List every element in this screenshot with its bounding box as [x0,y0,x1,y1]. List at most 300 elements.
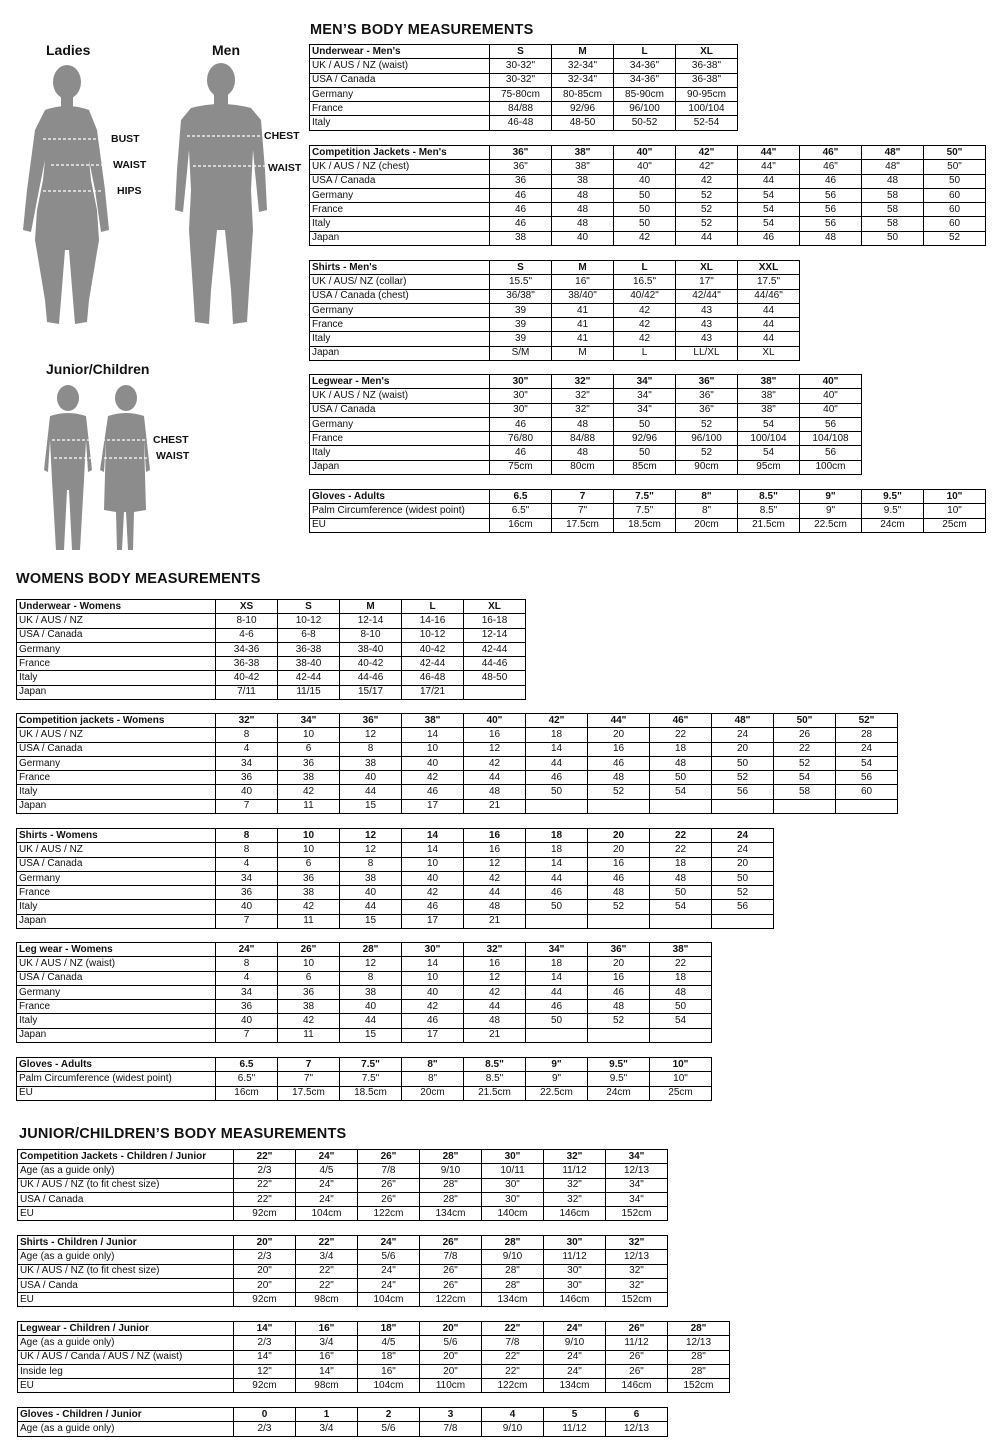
size-cell: 40" [800,403,862,417]
size-cell: 50 [650,1000,712,1014]
size-cell: 8 [216,957,278,971]
table-row [17,1028,712,1042]
table-row [17,1000,712,1014]
size-cell: 17 [402,799,464,813]
table-title-cell: Competition Jackets - Children / Junior [18,1150,234,1164]
size-cell: 92/96 [552,102,614,116]
size-cell: 92/96 [614,432,676,446]
row-label-cell: UK / AUS / NZ (waist) [17,957,216,971]
size-cell: 8-10 [340,628,402,642]
row-label-cell: Age (as a guide only) [18,1422,234,1436]
size-cell: 7" [278,1072,340,1086]
row-label-cell: Japan [17,914,216,928]
size-cell: 32" [544,1178,606,1192]
size-cell: 44 [464,1000,526,1014]
size-cell: 42 [614,303,676,317]
size-cell: 56 [800,417,862,431]
size-cell: 40 [402,756,464,770]
size-cell: 18 [526,843,588,857]
table-row [17,756,898,770]
size-cell: 8 [340,857,402,871]
size-cell: 10 [402,971,464,985]
size-cell: 20cm [402,1086,464,1100]
size-cell: 8" [676,504,738,518]
size-cell: 80-85cm [552,87,614,101]
table-row [18,1207,668,1221]
size-cell: 56 [712,900,774,914]
row-label-cell: UK / AUS / Canda / AUS / NZ (waist) [18,1350,234,1364]
size-cell [712,914,774,928]
row-label-cell: EU [18,1207,234,1221]
size-cell: L [402,600,464,614]
size-cell: 12" [234,1364,296,1378]
size-cell: 36/38" [490,289,552,303]
size-cell: 28" [420,1178,482,1192]
row-label-cell: Germany [310,417,490,431]
table-row [310,346,800,360]
mens-section-title: MEN’S BODY MEASUREMENTS [310,22,534,38]
table-header-row [18,1150,668,1164]
row-label-cell: EU [18,1379,234,1393]
size-cell: 42-44 [278,671,340,685]
size-cell: 134cm [544,1379,606,1393]
size-cell: 52" [836,714,898,728]
size-cell: 50 [650,771,712,785]
size-cell: 24" [296,1150,358,1164]
table-row [17,886,774,900]
size-cell: 44" [738,160,800,174]
size-cell: 50 [526,900,588,914]
size-cell: 12 [340,829,402,843]
table-row [17,914,774,928]
size-cell: 42" [676,160,738,174]
size-cell: 11/12 [544,1250,606,1264]
size-cell: 28" [420,1150,482,1164]
size-cell: 7" [552,504,614,518]
size-cell: 32-34" [552,73,614,87]
size-cell: 26" [420,1278,482,1292]
size-cell: 15/17 [340,685,402,699]
size-cell: 30-32" [490,59,552,73]
size-cell: 20" [234,1236,296,1250]
size-cell: 16 [464,829,526,843]
size-cell: 42 [614,332,676,346]
size-cell: 60 [836,785,898,799]
table-header-row [310,146,986,160]
size-cell: 30" [482,1178,544,1192]
table-row [17,1086,712,1100]
size-cell [588,914,650,928]
size-cell: 24" [544,1350,606,1364]
size-cell: 12 [340,957,402,971]
row-label-cell: France [17,1000,216,1014]
table-title-cell: Gloves - Adults [17,1058,216,1072]
size-cell: 26 [774,728,836,742]
size-cell: 11 [278,1028,340,1042]
size-cell: 152cm [606,1207,668,1221]
size-cell: 30" [490,389,552,403]
table-row [17,728,898,742]
size-cell: 36 [216,1000,278,1014]
row-label-cell: USA / Canada [17,742,216,756]
size-cell: 36-38 [216,657,278,671]
size-cell: 8.5" [464,1058,526,1072]
table-title-cell: Gloves - Children / Junior [18,1408,234,1422]
row-label-cell: Germany [310,188,490,202]
size-cell: 52 [588,900,650,914]
table-row [18,1293,668,1307]
row-label-cell: UK / AUS / NZ (to fit chest size) [18,1264,234,1278]
size-cell: 15.5" [490,275,552,289]
row-label-cell: Age (as a guide only) [18,1336,234,1350]
size-cell: 28" [668,1350,730,1364]
size-cell: 8 [340,971,402,985]
ladies-figure-title: Ladies [46,42,91,58]
size-cell: 44 [340,900,402,914]
size-cell: 18 [526,957,588,971]
size-cell: 52 [712,771,774,785]
table-legwear-womens [16,942,712,1043]
men-silhouette [165,60,275,335]
size-cell: 40 [216,900,278,914]
size-cell: 22 [650,829,712,843]
size-cell: 18 [526,829,588,843]
size-cell: 52-54 [676,116,738,130]
size-cell: 2/3 [234,1250,296,1264]
size-cell: 32" [606,1264,668,1278]
junior-waist-label: WAIST [156,450,190,462]
size-cell: 16 [588,742,650,756]
size-cell: 16cm [216,1086,278,1100]
size-cell: 10" [650,1058,712,1072]
size-cell: 38 [490,231,552,245]
size-cell: 38-40 [340,642,402,656]
size-cell: 42/44" [676,289,738,303]
size-cell: 14 [526,971,588,985]
size-cell: 54 [650,900,712,914]
size-cell: 58 [862,217,924,231]
size-cell: 52 [588,1014,650,1028]
size-cell: 3/4 [296,1336,358,1350]
size-cell: XL [464,600,526,614]
size-cell: 48 [464,900,526,914]
size-cell: 9.5" [588,1072,650,1086]
size-cell: M [340,600,402,614]
size-cell: 26" [358,1192,420,1206]
size-cell [464,685,526,699]
size-cell: 16-18 [464,614,526,628]
size-cell: 122cm [482,1379,544,1393]
size-cell: 36 [278,871,340,885]
size-cell: 32-34" [552,59,614,73]
size-cell: 2 [358,1408,420,1422]
size-cell [526,1028,588,1042]
size-cell [836,799,898,813]
size-cell: 46 [800,174,862,188]
size-cell: 12 [340,843,402,857]
size-cell: 36 [278,756,340,770]
size-cell: 24 [712,728,774,742]
row-label-cell: UK / AUS/ NZ (collar) [310,275,490,289]
table-row [310,59,738,73]
size-cell: 40-42 [402,642,464,656]
size-cell: 46 [588,756,650,770]
size-cell [650,799,712,813]
table-title-cell: Competition Jackets - Men's [310,146,490,160]
size-cell: 52 [676,188,738,202]
size-cell: 104cm [296,1207,358,1221]
row-label-cell: France [310,432,490,446]
size-cell: 46 [490,446,552,460]
size-cell: 22" [234,1178,296,1192]
size-cell: 8 [216,843,278,857]
size-cell: 98cm [296,1379,358,1393]
size-cell: 3/4 [296,1250,358,1264]
size-cell: 36 [278,985,340,999]
size-cell: 48 [552,188,614,202]
size-cell: 14-16 [402,614,464,628]
table-shirts-junior [17,1235,668,1307]
size-cell: 50 [650,886,712,900]
size-cell: 48-50 [552,116,614,130]
table-shirts-mens [309,260,800,361]
size-cell: 22" [482,1350,544,1364]
junior-section-title: JUNIOR/CHILDREN’S BODY MEASUREMENTS [19,1126,347,1142]
size-cell: 16" [552,275,614,289]
table-row [18,1350,730,1364]
size-cell: 41 [552,303,614,317]
size-cell: 6 [278,742,340,756]
row-label-cell: UK / AUS / NZ [17,614,216,628]
size-cell: 48 [464,1014,526,1028]
size-cell: 32" [606,1236,668,1250]
size-cell: 42 [614,318,676,332]
size-cell: 50 [614,203,676,217]
size-cell: 7/8 [358,1164,420,1178]
size-cell: 7.5" [340,1058,402,1072]
size-cell: 50" [924,160,986,174]
size-cell: 12-14 [464,628,526,642]
size-cell: 5 [544,1408,606,1422]
row-label-cell: Japan [17,685,216,699]
size-cell: 32" [544,1150,606,1164]
size-cell: 48" [862,160,924,174]
size-cell: 52 [676,446,738,460]
size-cell: 24" [296,1178,358,1192]
size-cell: 146cm [606,1379,668,1393]
table-row [310,303,800,317]
size-cell: 39 [490,318,552,332]
size-cell: 44 [526,985,588,999]
size-cell: 50 [526,1014,588,1028]
size-cell: 50 [614,217,676,231]
size-cell: 9" [800,490,862,504]
size-cell: 7.5" [614,490,676,504]
table-title-cell: Gloves - Adults [310,490,490,504]
table-row [18,1178,668,1192]
size-cell: 40 [216,785,278,799]
size-cell: 56 [800,446,862,460]
size-cell: 48 [588,1000,650,1014]
size-cell: 92cm [234,1207,296,1221]
size-cell: 84/88 [552,432,614,446]
table-row [17,1014,712,1028]
size-cell: 56 [712,785,774,799]
size-cell: 36-38" [676,73,738,87]
size-cell: 43 [676,303,738,317]
size-cell: 52 [924,231,986,245]
size-cell: 46" [800,160,862,174]
table-header-row [310,490,986,504]
size-cell: 10/11 [482,1164,544,1178]
row-label-cell: USA / Canada [310,174,490,188]
table-underwear-mens [309,44,738,131]
size-cell: 96/100 [676,432,738,446]
size-cell: 36" [676,375,738,389]
size-cell: 24" [296,1192,358,1206]
size-cell: 98cm [296,1293,358,1307]
row-label-cell: Italy [310,446,490,460]
row-label-cell: Germany [17,985,216,999]
size-cell: 50 [924,174,986,188]
size-cell: 44 [464,771,526,785]
size-cell: 11 [278,799,340,813]
size-cell: 40/42" [614,289,676,303]
size-cell: 2/3 [234,1336,296,1350]
row-label-cell: Inside leg [18,1364,234,1378]
size-cell: 20" [234,1278,296,1292]
size-cell: 7/8 [482,1336,544,1350]
size-cell: 56 [800,217,862,231]
size-cell: XS [216,600,278,614]
size-cell: 9" [800,504,862,518]
size-cell: 30" [544,1236,606,1250]
size-cell: 30-32" [490,73,552,87]
table-row [17,871,774,885]
size-cell: 46-48 [490,116,552,130]
size-cell: 7/8 [420,1250,482,1264]
size-cell: 140cm [482,1207,544,1221]
table-title-cell: Underwear - Men's [310,45,490,59]
row-label-cell: Japan [310,460,490,474]
size-cell: 48" [862,146,924,160]
size-cell: 24" [358,1264,420,1278]
size-cell: 42-44 [464,642,526,656]
row-label-cell: USA / Canada [17,628,216,642]
row-label-cell: Age (as a guide only) [18,1250,234,1264]
size-cell: 38 [340,756,402,770]
size-cell: 48-50 [464,671,526,685]
size-cell: M [552,346,614,360]
size-cell: 42 [402,1000,464,1014]
size-cell: 8 [216,728,278,742]
row-label-cell: Germany [17,756,216,770]
size-cell: 10 [278,728,340,742]
size-cell: 9" [526,1072,588,1086]
size-cell: 34 [216,871,278,885]
size-cell: 36" [676,403,738,417]
table-row [310,231,986,245]
size-cell: 22 [650,728,712,742]
size-cell: 3/4 [296,1422,358,1436]
size-cell: 26" [358,1178,420,1192]
size-cell: 21 [464,1028,526,1042]
ladies-silhouette [15,60,115,330]
row-label-cell: France [17,886,216,900]
row-label-cell: Italy [17,900,216,914]
size-cell: 44/46" [738,289,800,303]
size-cell: 84/88 [490,102,552,116]
men-chest-label: CHEST [264,130,300,142]
table-row [17,1072,712,1086]
table-header-row [18,1408,668,1422]
size-cell: 28 [836,728,898,742]
size-cell: 30" [544,1278,606,1292]
size-cell: 10 [278,843,340,857]
table-title-cell: Underwear - Womens [17,600,216,614]
size-cell: L [614,45,676,59]
table-underwear-womens [16,599,526,700]
size-cell: 18 [650,742,712,756]
size-cell: 8" [676,490,738,504]
table-row [18,1336,730,1350]
size-cell: 50 [526,785,588,799]
size-cell: 34" [614,375,676,389]
table-row [17,857,774,871]
size-cell: 11/12 [544,1422,606,1436]
size-cell: 146cm [544,1207,606,1221]
size-cell: 4-6 [216,628,278,642]
size-cell: 7/11 [216,685,278,699]
size-cell: 44 [526,756,588,770]
size-cell: 52 [588,785,650,799]
size-cell: 17 [402,1028,464,1042]
table-gloves-adults-womens [16,1057,712,1101]
size-cell: 58 [774,785,836,799]
table-row [310,275,800,289]
size-cell: 38" [738,375,800,389]
size-cell: 22" [234,1150,296,1164]
table-row [310,417,862,431]
size-cell: 22" [296,1236,358,1250]
size-cell: 16 [464,957,526,971]
size-cell: 42 [278,785,340,799]
size-cell: 4/5 [296,1164,358,1178]
size-cell: 36 [216,771,278,785]
size-cell: 1 [296,1408,358,1422]
size-cell: 54 [650,785,712,799]
size-cell: 20 [712,857,774,871]
size-cell: 11/12 [606,1336,668,1350]
table-row [310,73,738,87]
size-cell: 10-12 [402,628,464,642]
size-cell: 20 [588,728,650,742]
size-cell: 26" [358,1150,420,1164]
size-cell: 54 [774,771,836,785]
size-cell: 40-42 [216,671,278,685]
size-cell: 38" [402,714,464,728]
size-cell: 34" [606,1178,668,1192]
size-cell: 20 [588,843,650,857]
table-row [310,203,986,217]
size-cell: 26" [420,1264,482,1278]
size-cell: 48 [552,217,614,231]
size-cell [774,799,836,813]
table-row [17,742,898,756]
size-cell: 12-14 [340,614,402,628]
size-cell: 110cm [420,1379,482,1393]
row-label-cell: France [17,657,216,671]
